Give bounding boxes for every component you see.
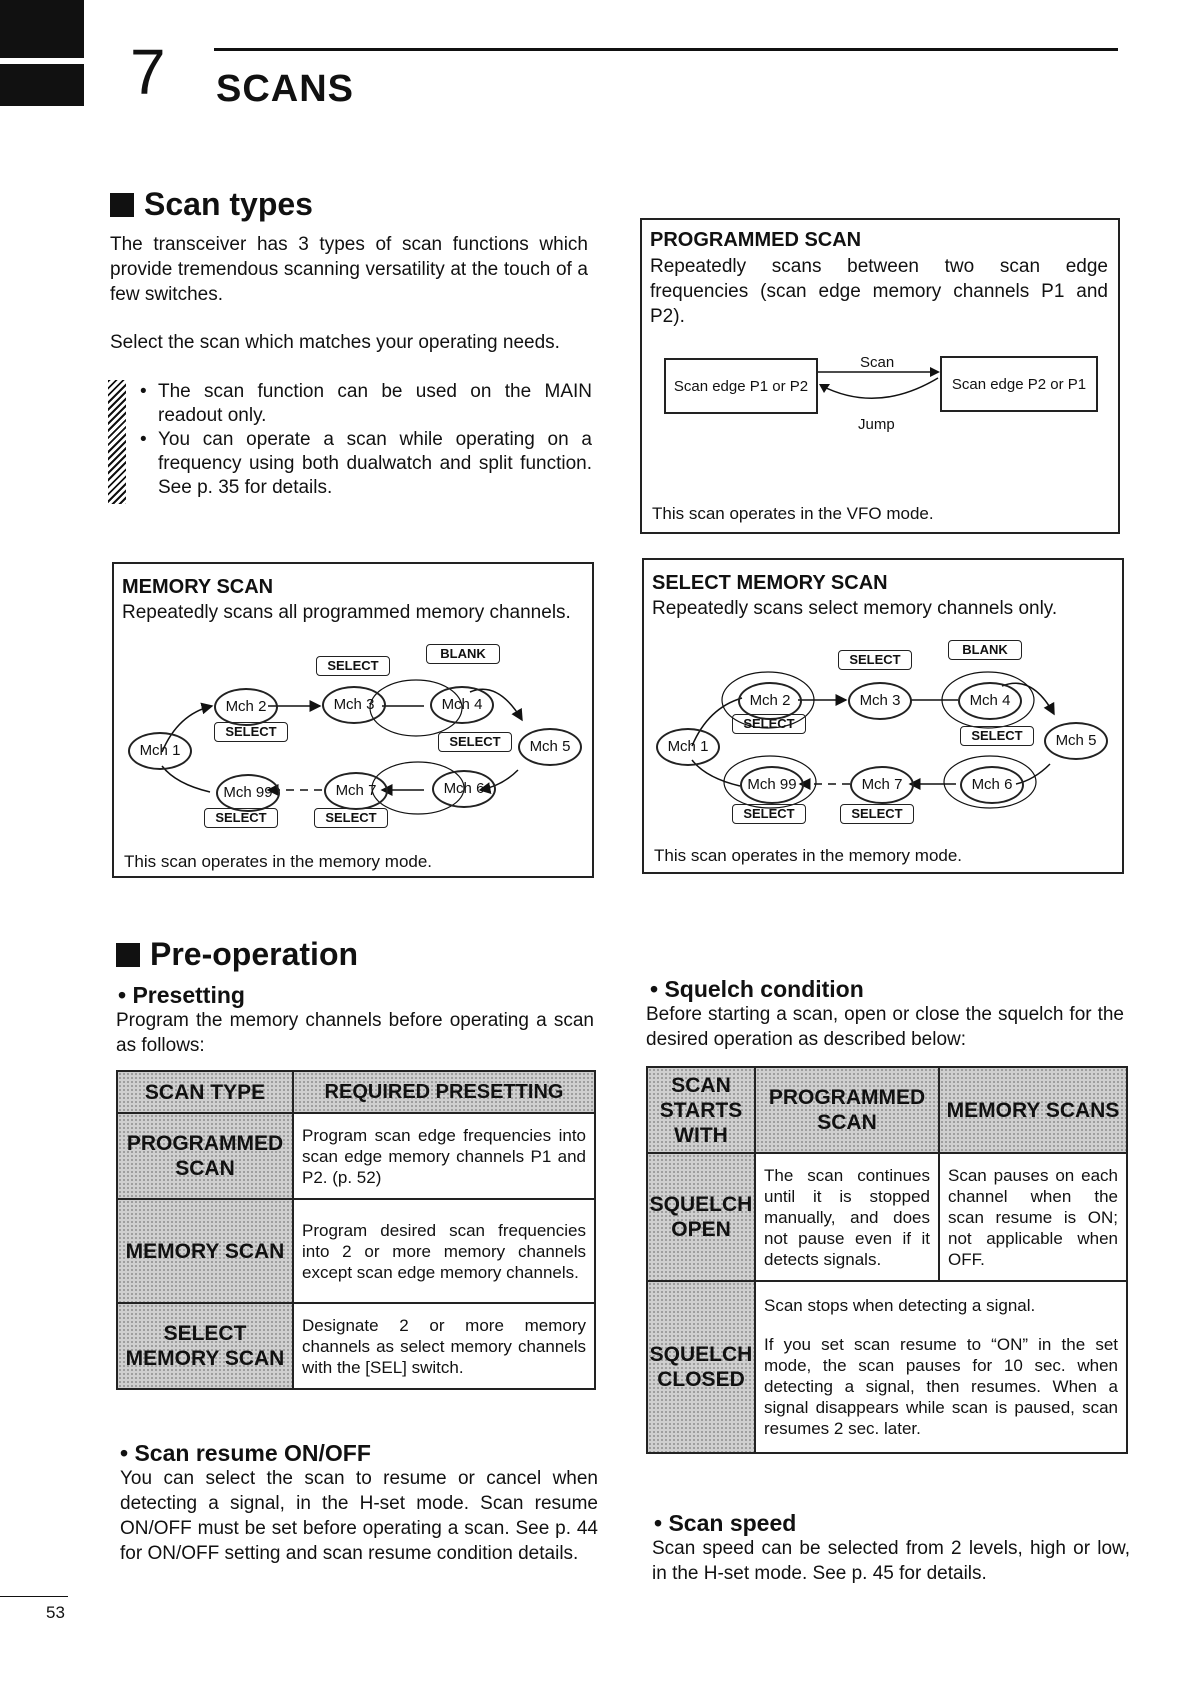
select-tag: SELECT bbox=[316, 656, 390, 676]
select-tag: SELECT bbox=[838, 650, 912, 670]
chapter-tab-marker bbox=[0, 0, 84, 58]
mch-6-node: Mch 6 bbox=[960, 766, 1024, 804]
mch-2-node: Mch 2 bbox=[738, 682, 802, 720]
scan-types-select-line: Select the scan which matches your operating needs. bbox=[110, 332, 560, 353]
scan-types-notes bbox=[108, 380, 592, 500]
select-tag: SELECT bbox=[960, 726, 1034, 746]
table-header: PROGRAMMED SCAN bbox=[755, 1067, 939, 1153]
scan-types-intro: The transceiver has 3 types of scan functions which provide tremendous scanning versatility at the touch of a few switches. bbox=[110, 234, 588, 305]
mch-1-node: Mch 1 bbox=[128, 732, 192, 770]
squelch-text: Before starting a scan, open or close the squelch for the desired operation as described below: bbox=[646, 1004, 1124, 1050]
programmed-scan-title: PROGRAMMED SCAN bbox=[650, 229, 862, 251]
jump-label: Jump bbox=[858, 416, 895, 433]
scan-edge-right: Scan edge P2 or P1 bbox=[940, 356, 1098, 412]
squelch-closed-cell: SQUELCH CLOSED bbox=[647, 1281, 755, 1453]
mch-1-node: Mch 1 bbox=[656, 728, 720, 766]
memory-scan-footer: This scan operates in the memory mode. bbox=[124, 852, 433, 871]
select-tag: SELECT bbox=[732, 804, 806, 824]
table-row bbox=[117, 1113, 595, 1199]
mch-4-node: Mch 4 bbox=[958, 682, 1022, 720]
presetting-title: • Presetting bbox=[118, 982, 245, 1009]
closed-text-2: If you set scan resume to “ON” in the set mode, the scan pauses for 10 sec. when detecting a signal, then resumes. When a signal disappears while scan is paused, scan resumes 2 sec. later. bbox=[764, 1335, 1118, 1438]
table-row bbox=[117, 1199, 595, 1303]
heading-square-icon bbox=[116, 943, 140, 967]
mch-99-node: Mch 99 bbox=[216, 774, 280, 812]
presetting-cell: Program desired scan frequencies into 2 or more memory channels except scan edge memory channels. bbox=[293, 1199, 595, 1303]
mch-7-node: Mch 7 bbox=[324, 772, 388, 810]
squelch-title: • Squelch condition bbox=[650, 976, 864, 1003]
open-memory-cell: Scan pauses on each channel when the scan resume is ON; not applicable when OFF. bbox=[939, 1153, 1127, 1281]
note-item: • The scan function can be used on the MAIN readout only. bbox=[140, 380, 592, 428]
scan-label: Scan bbox=[860, 354, 895, 371]
memory-scan-desc: Repeatedly scans all programmed memory channels. bbox=[122, 602, 571, 623]
blank-tag: BLANK bbox=[948, 640, 1022, 660]
scan-type-cell: MEMORY SCAN bbox=[117, 1199, 293, 1303]
select-tag: SELECT bbox=[438, 732, 512, 752]
chapter-tab-marker-lower bbox=[0, 64, 84, 106]
table-row bbox=[647, 1153, 1127, 1281]
select-memory-scan-footer: This scan operates in the memory mode. bbox=[654, 846, 963, 865]
table-row bbox=[117, 1303, 595, 1389]
programmed-scan-footer: This scan operates in the VFO mode. bbox=[652, 504, 934, 523]
mch-7-node: Mch 7 bbox=[850, 766, 914, 804]
table-header: SCAN TYPE bbox=[117, 1071, 293, 1113]
scan-type-cell: PROGRAMMED SCAN bbox=[117, 1113, 293, 1199]
squelch-table bbox=[646, 1066, 1128, 1454]
table-header: MEMORY SCANS bbox=[939, 1067, 1127, 1153]
closed-text-1: Scan stops when detecting a signal. bbox=[764, 1296, 1036, 1315]
select-tag: SELECT bbox=[214, 722, 288, 742]
select-tag: SELECT bbox=[732, 714, 806, 734]
scan-speed-title: • Scan speed bbox=[654, 1510, 796, 1537]
chapter-rule bbox=[214, 48, 1118, 51]
chapter-number: 7 bbox=[130, 36, 166, 108]
scan-types-heading: Scan types bbox=[110, 186, 313, 223]
presetting-table bbox=[116, 1070, 596, 1390]
select-tag: SELECT bbox=[204, 808, 278, 828]
mch-6-node: Mch 6 bbox=[432, 770, 496, 808]
table-header: REQUIRED PRESETTING bbox=[293, 1071, 595, 1113]
mch-5-node: Mch 5 bbox=[518, 728, 582, 766]
mch-3-node: Mch 3 bbox=[322, 686, 386, 724]
presetting-text: Program the memory channels before operating a scan as follows: bbox=[116, 1010, 594, 1056]
presetting-cell: Designate 2 or more memory channels as select memory channels with the [SEL] switch. bbox=[293, 1303, 595, 1389]
programmed-scan-desc: Repeatedly scans between two scan edge frequencies (scan edge memory channels P1 and P2). bbox=[650, 256, 1108, 327]
scan-resume-text: You can select the scan to resume or cancel when detecting a signal, in the H-set mode. Scan resume ON/OFF must be set before operating a scan. See p. 44 for ON/OFF setting and scan resume condition details. bbox=[120, 1468, 598, 1564]
heading-square-icon bbox=[110, 193, 134, 217]
memory-scan-title: MEMORY SCAN bbox=[122, 576, 274, 598]
note-hatch-icon bbox=[108, 380, 126, 504]
open-programmed-cell: The scan continues until it is stopped manually, and does not pause even if it detects signals. bbox=[755, 1153, 939, 1281]
closed-description-cell bbox=[755, 1281, 1127, 1453]
mch-4-node: Mch 4 bbox=[430, 686, 494, 724]
mch-99-node: Mch 99 bbox=[740, 766, 804, 804]
scan-speed-text: Scan speed can be selected from 2 levels, high or low, in the H-set mode. See p. 45 for details. bbox=[652, 1538, 1130, 1584]
presetting-cell: Program scan edge frequencies into scan edge memory channels P1 and P2. (p. 52) bbox=[293, 1113, 595, 1199]
page-number-rule bbox=[0, 1596, 68, 1597]
scan-edge-left: Scan edge P1 or P2 bbox=[664, 358, 818, 414]
programmed-scan-box bbox=[640, 218, 1120, 534]
mch-5-node: Mch 5 bbox=[1044, 722, 1108, 760]
squelch-open-cell: SQUELCH OPEN bbox=[647, 1153, 755, 1281]
select-memory-scan-box bbox=[642, 558, 1124, 874]
select-tag: SELECT bbox=[314, 808, 388, 828]
chapter-title: SCANS bbox=[216, 68, 355, 110]
mch-2-node: Mch 2 bbox=[214, 688, 278, 726]
scan-resume-title: • Scan resume ON/OFF bbox=[120, 1440, 371, 1467]
pre-operation-heading: Pre-operation bbox=[116, 936, 358, 973]
mch-3-node: Mch 3 bbox=[848, 682, 912, 720]
table-row bbox=[647, 1281, 1127, 1453]
table-header: SCAN STARTS WITH bbox=[647, 1067, 755, 1153]
note-item: • You can operate a scan while operating on a frequency using both dualwatch and split function. See p. 35 for details. bbox=[140, 428, 592, 500]
memory-scan-box bbox=[112, 562, 594, 878]
page-number: 53 bbox=[46, 1603, 65, 1622]
select-tag: SELECT bbox=[840, 804, 914, 824]
blank-tag: BLANK bbox=[426, 644, 500, 664]
scan-type-cell: SELECT MEMORY SCAN bbox=[117, 1303, 293, 1389]
select-memory-scan-desc: Repeatedly scans select memory channels only. bbox=[652, 598, 1058, 619]
select-memory-scan-title: SELECT MEMORY SCAN bbox=[652, 572, 888, 594]
